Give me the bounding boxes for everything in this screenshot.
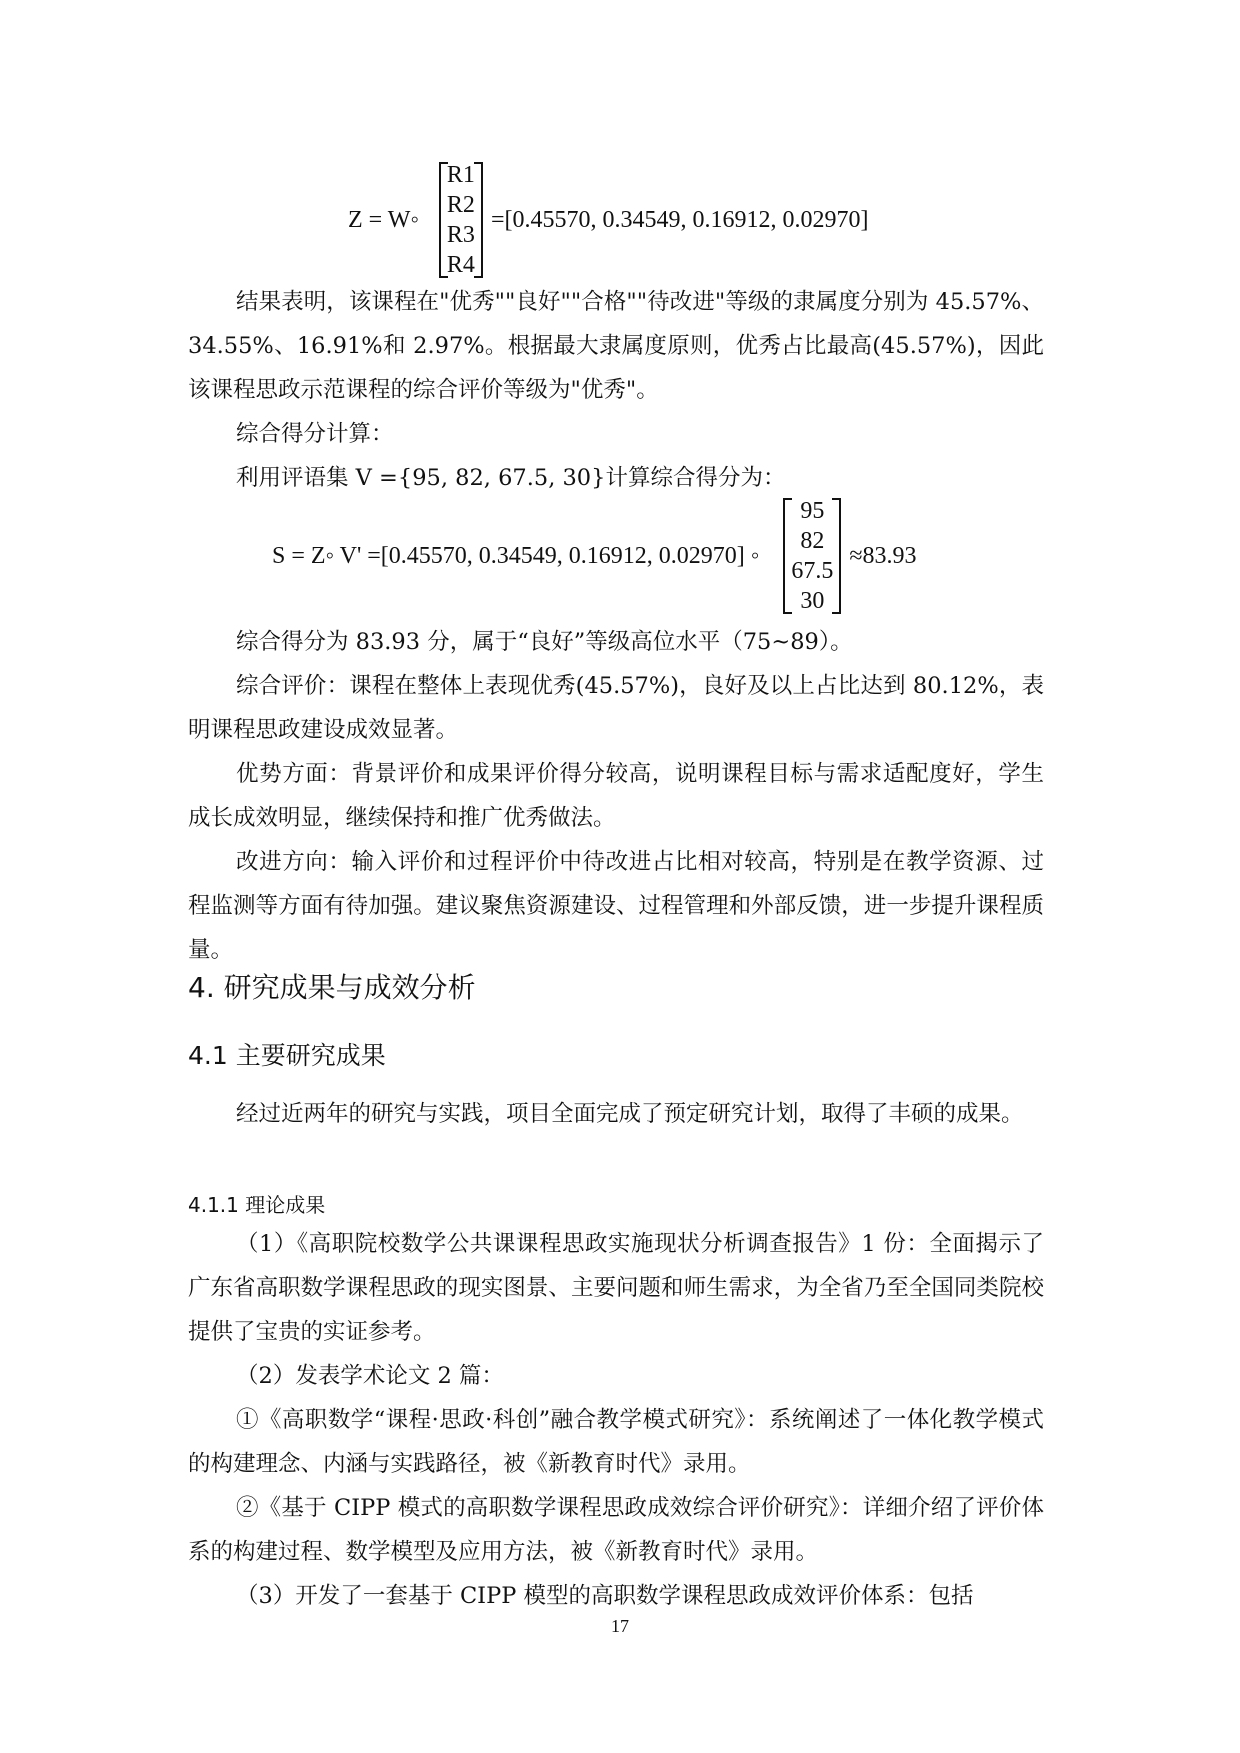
matrix-cell: R3 [446, 222, 475, 248]
paragraph-score-intro: 利用评语集 V ={95, 82, 67.5, 30}计算综合得分为： [236, 465, 786, 491]
paragraph-report: （1）《高职院校数学公共课课程思政实施现状分析调查报告》1 份：全面揭示了广东省高职数学课程思政的现实图景、主要问题和师生需求，为全省乃至全国同类院校提供了宝贵的实证参考。 [188, 1231, 1044, 1345]
paragraph-overall: 综合评价：课程在整体上表现优秀(45.57%)，良好及以上占比达到 80.12%，表明课程思政建设成效显著。 [188, 673, 1044, 743]
matrix-v [783, 496, 841, 616]
page-number: 17 [611, 1616, 629, 1636]
section-heading: 4. 研究成果与成效分析 [188, 971, 476, 1004]
paragraph-score-title: 综合得分计算： [236, 421, 394, 447]
equation-z [348, 160, 868, 280]
paragraph-result: 结果表明，该课程在"优秀""良好""合格""待改进"等级的隶属度分别为 45.57%、34.55%、16.91%和 2.97%。根据最大隶属度原则，优秀占比最高(45.57%)，因此该课程思政示范课程的综合评价等级为"优秀"。 [188, 289, 1044, 403]
paragraph-strengths: 优势方面：背景评价和成果评价得分较高，说明课程目标与需求适配度好，学生成长成效明显，继续保持和推广优秀做法。 [188, 761, 1044, 831]
matrix-cell: R1 [446, 162, 475, 188]
paragraph-summary: 经过近两年的研究与实践，项目全面完成了预定研究计划，取得了丰硕的成果。 [236, 1101, 1024, 1127]
matrix-cell: 95 [800, 498, 825, 524]
equation-s-rhs: ≈83.93 [849, 543, 917, 569]
matrix-cell: R2 [446, 192, 475, 218]
matrix-cell: 30 [800, 588, 825, 614]
subsubsection-heading: 4.1.1 理论成果 [188, 1193, 326, 1217]
matrix-cell: 67.5 [791, 558, 834, 584]
equation-z-lhs: Z = W◦ [348, 207, 419, 233]
paragraph-system: （3）开发了一套基于 CIPP 模型的高职数学课程思政成效评价体系：包括 [236, 1583, 974, 1609]
paragraph-paper-2: ②《基于 CIPP 模式的高职数学课程思政成效综合评价研究》：详细介绍了评价体系的构建过程、数学模型及应用方法，被《新教育时代》录用。 [188, 1495, 1044, 1565]
paragraph-improvements: 改进方向：输入评价和过程评价中待改进占比相对较高，特别是在教学资源、过程监测等方面有待加强。建议聚焦资源建设、过程管理和外部反馈，进一步提升课程质量。 [188, 849, 1044, 963]
matrix-r [439, 160, 483, 280]
matrix-cell: R4 [446, 252, 475, 278]
paragraph-papers: （2）发表学术论文 2 篇： [236, 1363, 504, 1389]
paragraph-paper-1: ①《高职数学“课程·思政·科创”融合教学模式研究》：系统阐述了一体化教学模式的构建理念、内涵与实践路径，被《新教育时代》录用。 [188, 1407, 1044, 1477]
equation-s [272, 496, 916, 616]
equation-s-lhs: S = Z◦ V' =[0.45570, 0.34549, 0.16912, 0.02970] ◦ [272, 543, 760, 569]
subsection-heading: 4.1 主要研究成果 [188, 1041, 386, 1070]
paragraph-score-result: 综合得分为 83.93 分，属于“良好”等级高位水平（75~89）。 [236, 629, 853, 655]
matrix-cell: 82 [800, 528, 825, 554]
equation-z-rhs: =[0.45570, 0.34549, 0.16912, 0.02970] [490, 207, 869, 233]
